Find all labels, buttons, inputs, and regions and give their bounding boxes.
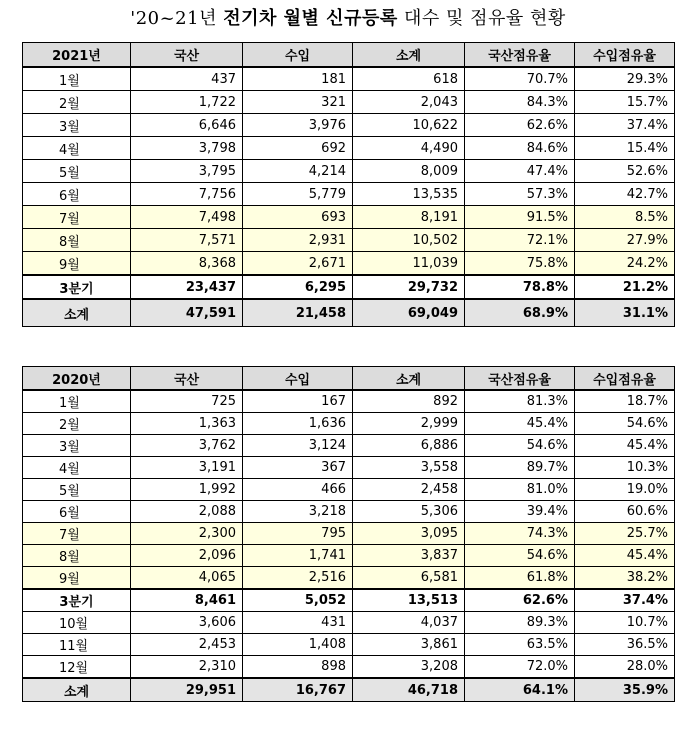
table-row-cell: 39.4% [465,501,575,523]
quarter-row-cell: 6,295 [243,275,353,299]
table-row-cell: 4,490 [353,137,465,160]
page-title [0,4,696,30]
quarter-row-cell: 29,732 [353,275,465,299]
table-row-cell: 898 [243,656,353,679]
table-row-cell: 8.5% [575,206,675,229]
table-row-cell: 437 [131,67,243,91]
table-row-cell: 10,502 [353,229,465,252]
header-row-cell: 수입 [243,43,353,68]
total-row [23,299,675,327]
quarter-row-cell: 3분기 [23,589,131,612]
table-row [23,91,675,114]
table-row-cell: 45.4% [575,545,675,567]
total-row-cell: 68.9% [465,299,575,327]
header-row-cell: 국산점유율 [465,43,575,68]
quarter-row-cell: 78.8% [465,275,575,299]
table-row-cell: 6월 [23,183,131,206]
table-row-cell: 45.4% [575,435,675,457]
title-prefix: '20~21년 [130,8,224,29]
table-row-cell: 10.7% [575,612,675,634]
table-row-cell: 10월 [23,612,131,634]
header-row-cell: 국산 [131,367,243,391]
table-row-cell: 692 [243,137,353,160]
table-row-cell: 3,191 [131,457,243,479]
table-row-cell: 7,756 [131,183,243,206]
quarter-row-cell: 3분기 [23,275,131,299]
table-row-cell: 12월 [23,656,131,679]
table-row-cell: 1,363 [131,413,243,435]
table-row-cell: 24.2% [575,252,675,276]
table-row-cell: 367 [243,457,353,479]
table-row [23,137,675,160]
table-row-cell: 37.4% [575,114,675,137]
table-row-cell: 3,208 [353,656,465,679]
table-row [23,567,675,590]
table-row-cell: 89.7% [465,457,575,479]
header-row-cell: 국산점유율 [465,367,575,391]
table-row [23,413,675,435]
table-row-cell: 7,498 [131,206,243,229]
table-row-cell: 6월 [23,501,131,523]
header-row-cell: 2020년 [23,367,131,391]
table-row-cell: 1,992 [131,479,243,501]
table-row-cell: 3,837 [353,545,465,567]
table-row-cell: 8,368 [131,252,243,276]
table-row-cell: 693 [243,206,353,229]
header-row-cell: 2021년 [23,43,131,68]
table-row-cell: 3,762 [131,435,243,457]
table-row [23,229,675,252]
table-row-cell: 11월 [23,634,131,656]
total-row-cell: 16,767 [243,678,353,702]
table-row-cell: 2,088 [131,501,243,523]
table-row-cell: 5월 [23,160,131,183]
table-row-cell: 57.3% [465,183,575,206]
table-row-cell: 11,039 [353,252,465,276]
header-row-cell: 수입점유율 [575,43,675,68]
table-row-cell: 3,124 [243,435,353,457]
table-row-cell: 431 [243,612,353,634]
table-row-cell: 15.7% [575,91,675,114]
table-row [23,435,675,457]
table-row-cell: 2,043 [353,91,465,114]
table-row [23,206,675,229]
table-row-cell: 1,408 [243,634,353,656]
total-row-cell: 35.9% [575,678,675,702]
total-row-cell: 64.1% [465,678,575,702]
table-row [23,634,675,656]
quarter-row-cell: 23,437 [131,275,243,299]
table-row-cell: 25.7% [575,523,675,545]
quarter-row-cell: 13,513 [353,589,465,612]
table-row-cell: 1월 [23,390,131,413]
total-row-cell: 31.1% [575,299,675,327]
title-suffix: 대수 및 점유율 현황 [397,8,566,29]
table-row-cell: 6,886 [353,435,465,457]
table-row-cell: 3,861 [353,634,465,656]
quarter-row-cell: 37.4% [575,589,675,612]
table-row-cell: 60.6% [575,501,675,523]
table-row-cell: 38.2% [575,567,675,590]
table-row-cell: 5월 [23,479,131,501]
header-row-cell: 소계 [353,43,465,68]
table-row-cell: 4월 [23,457,131,479]
table-row-cell: 5,779 [243,183,353,206]
total-row-cell: 소계 [23,299,131,327]
quarter-row-cell: 62.6% [465,589,575,612]
table-row-cell: 45.4% [465,413,575,435]
table-row-cell: 84.6% [465,137,575,160]
header-row-cell: 수입 [243,367,353,391]
table-2021 [22,42,675,327]
table-row [23,67,675,91]
table-row-cell: 47.4% [465,160,575,183]
table-row-cell: 3,095 [353,523,465,545]
table-row [23,545,675,567]
table-row-cell: 466 [243,479,353,501]
table-row-cell: 91.5% [465,206,575,229]
table-row-cell: 2월 [23,91,131,114]
table-row [23,501,675,523]
table-row-cell: 2,458 [353,479,465,501]
table-row-cell: 54.6% [465,545,575,567]
total-row-cell: 29,951 [131,678,243,702]
table-row-cell: 3월 [23,114,131,137]
table-row-cell: 15.4% [575,137,675,160]
table-row [23,479,675,501]
table-row-cell: 10.3% [575,457,675,479]
quarter-row-cell: 21.2% [575,275,675,299]
table-row-cell: 8월 [23,229,131,252]
table-row [23,612,675,634]
table-row-cell: 8월 [23,545,131,567]
table-row-cell: 89.3% [465,612,575,634]
table-row [23,252,675,276]
table-row-cell: 181 [243,67,353,91]
table-row-cell: 8,009 [353,160,465,183]
table-row-cell: 4,214 [243,160,353,183]
table-row-cell: 3,795 [131,160,243,183]
table-row-cell: 5,306 [353,501,465,523]
header-row-cell: 국산 [131,43,243,68]
table-row-cell: 2,516 [243,567,353,590]
table-row-cell: 81.0% [465,479,575,501]
table-row-cell: 6,646 [131,114,243,137]
table-row-cell: 29.3% [575,67,675,91]
table-row-cell: 167 [243,390,353,413]
table-row-cell: 9월 [23,252,131,276]
table-row-cell: 52.6% [575,160,675,183]
table-row-cell: 795 [243,523,353,545]
table-2020 [22,366,675,702]
table-row-cell: 7,571 [131,229,243,252]
table-row-cell: 725 [131,390,243,413]
table-row-cell: 18.7% [575,390,675,413]
header-row [23,43,675,68]
table-row-cell: 54.6% [575,413,675,435]
table-row-cell: 72.0% [465,656,575,679]
table-row-cell: 84.3% [465,91,575,114]
table-row-cell: 75.8% [465,252,575,276]
quarter-row [23,589,675,612]
quarter-row-cell: 8,461 [131,589,243,612]
table-row-cell: 36.5% [575,634,675,656]
table-row-cell: 1,741 [243,545,353,567]
header-row-cell: 소계 [353,367,465,391]
header-row [23,367,675,391]
total-row-cell: 소계 [23,678,131,702]
table-row-cell: 2,999 [353,413,465,435]
table-row-cell: 2,931 [243,229,353,252]
table-row [23,390,675,413]
table-row-cell: 63.5% [465,634,575,656]
table-row-cell: 7월 [23,523,131,545]
table-row [23,114,675,137]
table-row-cell: 618 [353,67,465,91]
table-row-cell: 321 [243,91,353,114]
table-row-cell: 61.8% [465,567,575,590]
table-row-cell: 74.3% [465,523,575,545]
table-row-cell: 3,218 [243,501,353,523]
quarter-row [23,275,675,299]
table-row-cell: 13,535 [353,183,465,206]
table-row-cell: 7월 [23,206,131,229]
total-row-cell: 46,718 [353,678,465,702]
table-row [23,656,675,679]
table-row-cell: 1,636 [243,413,353,435]
table-row-cell: 70.7% [465,67,575,91]
table-row-cell: 28.0% [575,656,675,679]
table-row-cell: 4,037 [353,612,465,634]
table-row-cell: 72.1% [465,229,575,252]
table-row [23,523,675,545]
table-row-cell: 54.6% [465,435,575,457]
table-row-cell: 4월 [23,137,131,160]
table-row-cell: 19.0% [575,479,675,501]
table-row-cell: 4,065 [131,567,243,590]
table-row-cell: 2,671 [243,252,353,276]
table-row-cell: 10,622 [353,114,465,137]
table-row-cell: 1월 [23,67,131,91]
title-bold: 전기차 월별 신규등록 [223,8,398,29]
total-row [23,678,675,702]
table-row-cell: 3,798 [131,137,243,160]
table-row-cell: 2,310 [131,656,243,679]
table-row-cell: 3,606 [131,612,243,634]
table-row-cell: 42.7% [575,183,675,206]
table-row [23,160,675,183]
table-row-cell: 2월 [23,413,131,435]
table-row [23,457,675,479]
total-row-cell: 21,458 [243,299,353,327]
table-row-cell: 3,558 [353,457,465,479]
table-row-cell: 3,976 [243,114,353,137]
quarter-row-cell: 5,052 [243,589,353,612]
table-row-cell: 27.9% [575,229,675,252]
table-row-cell: 62.6% [465,114,575,137]
table-row-cell: 9월 [23,567,131,590]
table-row-cell: 2,300 [131,523,243,545]
total-row-cell: 69,049 [353,299,465,327]
table-row-cell: 1,722 [131,91,243,114]
table-row-cell: 8,191 [353,206,465,229]
table-row-cell: 2,096 [131,545,243,567]
header-row-cell: 수입점유율 [575,367,675,391]
table-row-cell: 6,581 [353,567,465,590]
table-row-cell: 81.3% [465,390,575,413]
table-row-cell: 892 [353,390,465,413]
table-row-cell: 3월 [23,435,131,457]
total-row-cell: 47,591 [131,299,243,327]
table-row [23,183,675,206]
table-row-cell: 2,453 [131,634,243,656]
